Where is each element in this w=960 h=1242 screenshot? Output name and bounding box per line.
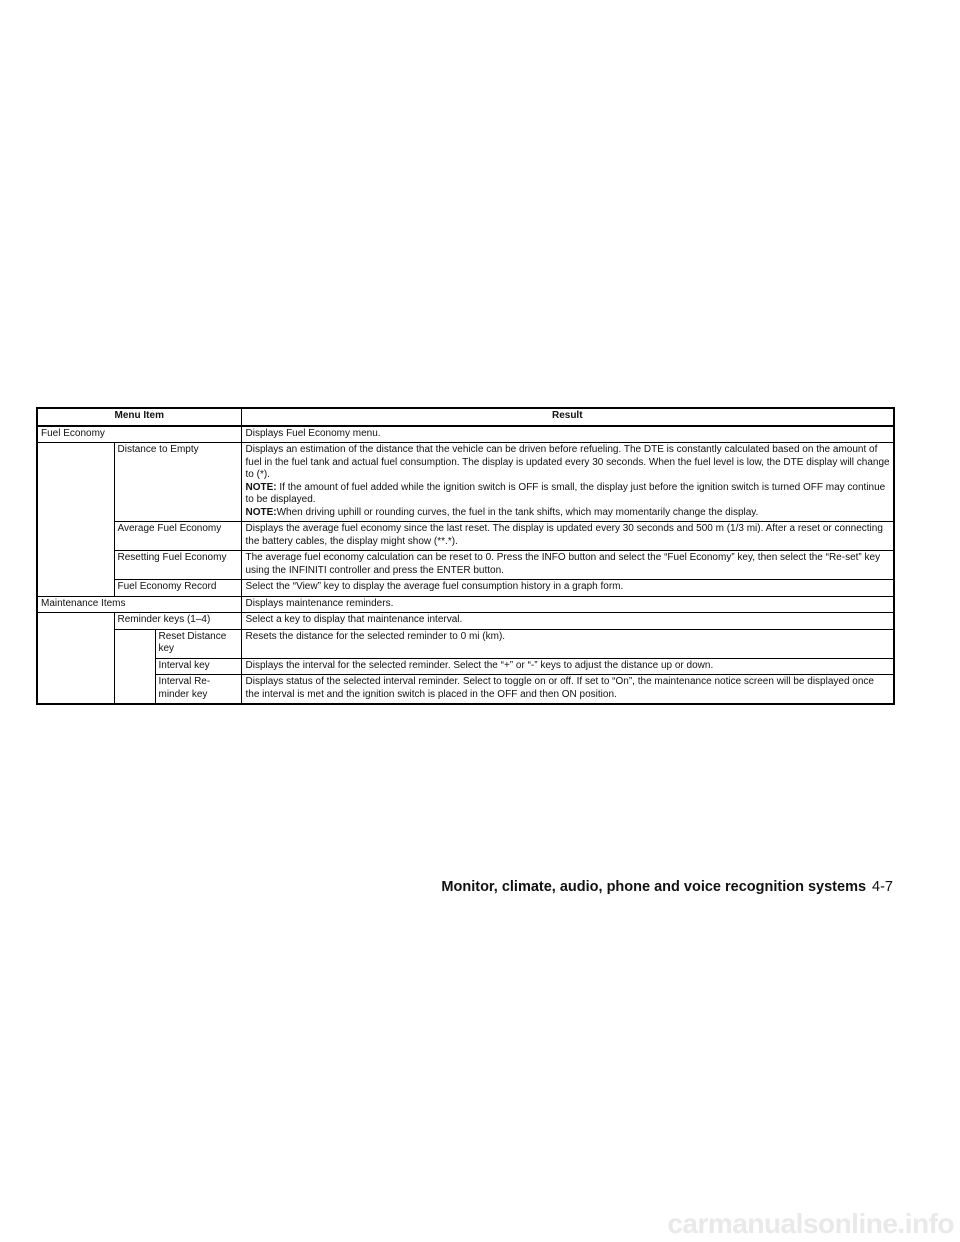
table-row [37,658,894,675]
row-result-maintenance-items: Displays maintenance reminders. [241,596,894,613]
indent-cell [37,613,114,705]
note-text: When driving uphill or rounding curves, the fuel in the tank shifts, which may momentarily change the display. [276,506,759,518]
table-row [37,675,894,705]
table-row [37,426,894,443]
indent-cell [37,443,114,597]
row-result-fuel-economy: Displays Fuel Economy menu. [241,426,894,443]
row-label-interval-reminder-key: Interval Re-minder key [155,675,241,705]
row-label-resetting-fuel-economy: Resetting Fuel Economy [114,551,241,580]
menu-result-table-container [36,407,893,705]
row-label-average-fuel-economy: Average Fuel Economy [114,522,241,551]
table-row [37,551,894,580]
row-label-interval-key: Interval key [155,658,241,675]
page-footer [441,879,893,895]
table-row [37,443,894,522]
note-text: If the amount of fuel added while the ignition switch is OFF is small, the display just before the ignition switch is turned OFF may continue to be displayed. [245,481,886,505]
row-label-reminder-keys: Reminder keys (1–4) [114,613,241,630]
table-row [37,580,894,597]
menu-result-table [36,407,895,705]
header-result: Result [241,408,894,426]
row-result-interval-reminder-key: Displays status of the selected interval reminder. Select to toggle on or off. If set to “On”, the maintenance notice screen will be displayed once the interval is met and the ignition switch is placed in the OFF and then ON position. [241,675,894,705]
row-result-reset-distance-key: Resets the distance for the selected reminder to 0 mi (km). [241,629,894,658]
note-label: NOTE: [245,506,277,518]
watermark: carmanualsonline.info [667,1208,954,1239]
header-menu-item: Menu Item [37,408,241,426]
row-result-distance-to-empty [241,443,894,522]
row-result-fuel-economy-record: Select the “View” key to display the average fuel consumption history in a graph form. [241,580,894,597]
dte-description: Displays an estimation of the distance that the vehicle can be driven before refueling. The DTE is constantly calculated based on the amount of fuel in the fuel tank and actual fuel consumption. The display is updated every 30 seconds. When the fuel level is low, the DTE display will change to (*). [245,444,890,480]
indent-cell [114,629,155,704]
row-result-average-fuel-economy: Displays the average fuel economy since the last reset. The display is updated every 30 seconds and 500 m (1/3 mi). After a reset or connecting the battery cables, the display might show (**.*). [241,522,894,551]
section-title: Monitor, climate, audio, phone and voice recognition systems [441,879,867,895]
table-row [37,613,894,630]
table-header-row [37,408,894,426]
row-result-resetting-fuel-economy: The average fuel economy calculation can be reset to 0. Press the INFO button and select the “Fuel Economy” key, then select the “Re-set” key using the INFINITI controller and press the ENTER button. [241,551,894,580]
row-label-reset-distance-key: Reset Distance key [155,629,241,658]
row-label-fuel-economy-record: Fuel Economy Record [114,580,241,597]
table-row [37,629,894,658]
page-number: 4-7 [872,879,893,895]
row-result-interval-key: Displays the interval for the selected reminder. Select the “+” or “-” keys to adjust the distance up or down. [241,658,894,675]
row-label-distance-to-empty: Distance to Empty [114,443,241,522]
row-result-reminder-keys: Select a key to display that maintenance interval. [241,613,894,630]
table-row [37,522,894,551]
row-label-maintenance-items: Maintenance Items [37,596,241,613]
dte-note-2 [246,507,891,520]
dte-note-1 [246,482,891,507]
row-label-fuel-economy: Fuel Economy [37,426,241,443]
table-row [37,596,894,613]
note-label: NOTE: [245,481,277,493]
